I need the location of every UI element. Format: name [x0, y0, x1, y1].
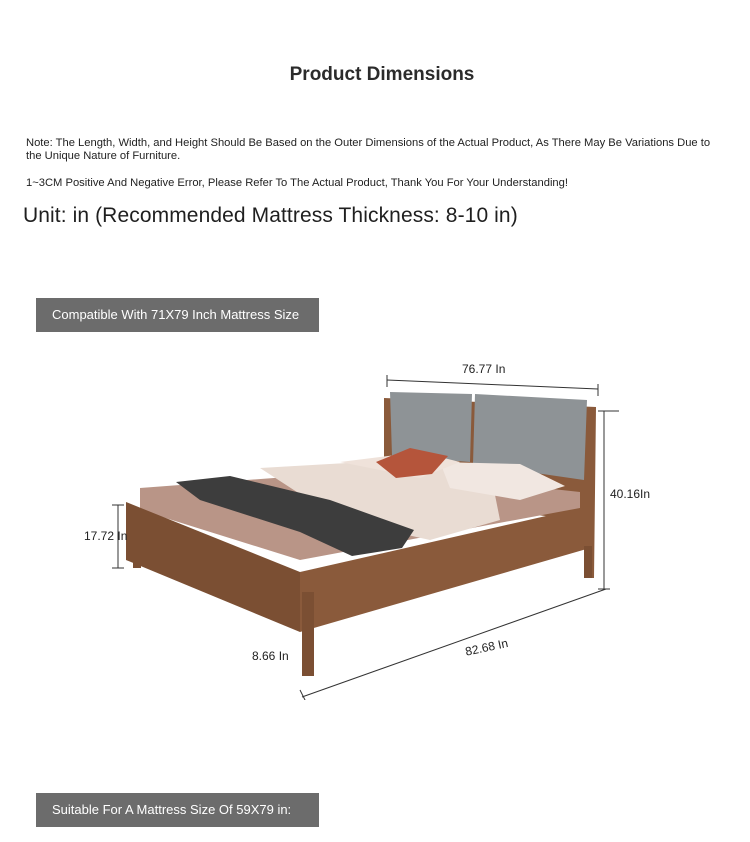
page-title: Product Dimensions	[289, 64, 475, 85]
banner-59x79: Suitable For A Mattress Size Of 59X79 in:	[36, 793, 319, 827]
dimension-side-height-label: 17.72 In	[84, 529, 128, 543]
dimension-leg-height-label: 8.66 In	[252, 649, 289, 663]
unit-heading: Unit: in (Recommended Mattress Thickness: 8-10 in)	[23, 204, 518, 227]
note-error-text: 1~3CM Positive And Negative Error, Please Refer To The Actual Product, Thank You For Your Understanding!	[26, 177, 568, 189]
dimension-width-label: 76.77 In	[462, 362, 506, 376]
leg-right	[584, 546, 592, 578]
leg-left	[133, 540, 141, 568]
note-variation-text: Note: The Length, Width, and Height Should Be Based on the Outer Dimensions of the Actual Product, As There May Be Variations Due to the Unique Nature of Furniture.	[26, 137, 711, 162]
bed-illustration	[0, 340, 750, 700]
banner-71x79: Compatible With 71X79 Inch Mattress Size	[36, 298, 319, 332]
dimension-height-label: 40.16In	[610, 487, 651, 501]
dimension-length-label: 82.68 In	[464, 635, 510, 659]
leg-front	[302, 592, 314, 676]
